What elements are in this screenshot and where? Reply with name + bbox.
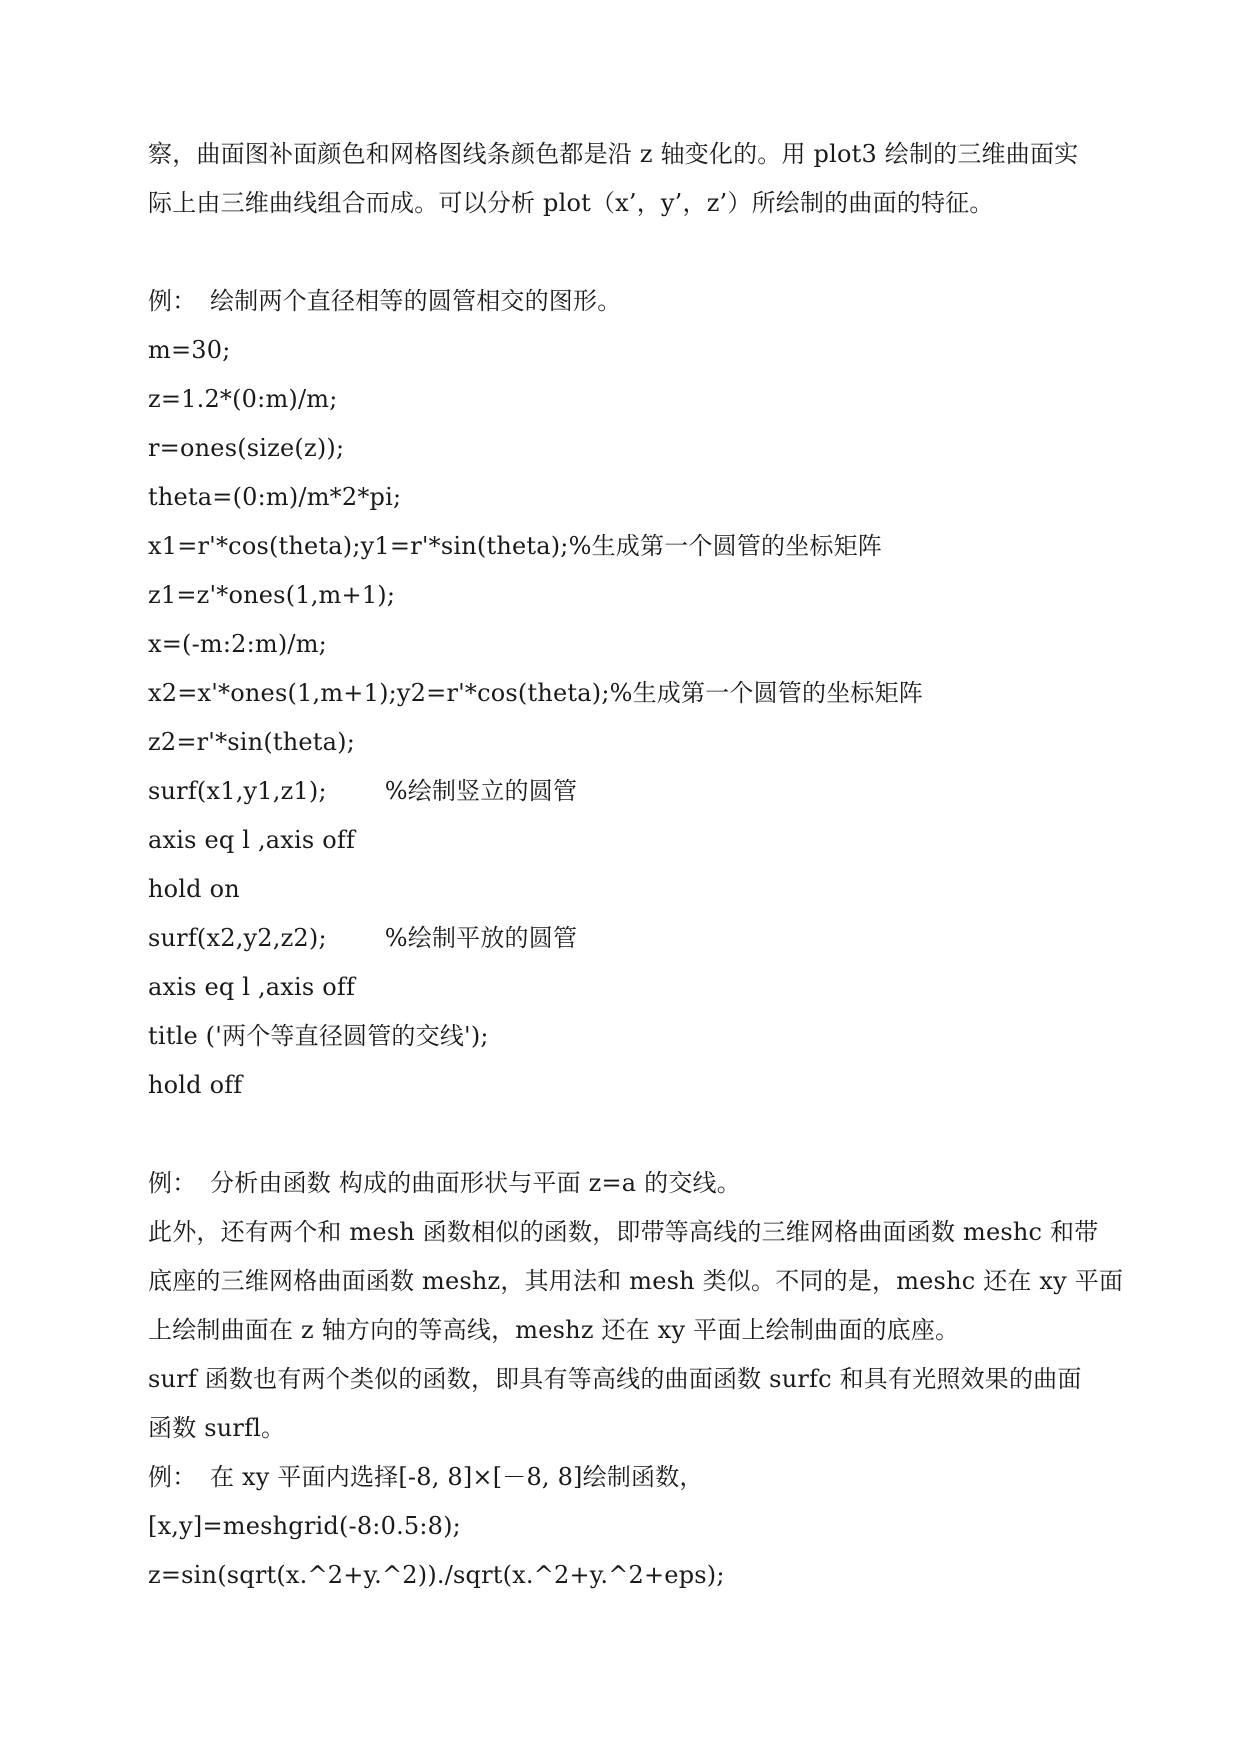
mesh-paragraph-line-2: 底座的三维网格曲面函数 meshz，其用法和 mesh 类似。不同的是，meshc 还在 xy 平面 [148,1267,1124,1295]
example-label: 例： [148,287,197,315]
code-line: r=ones(size(z)); [148,434,345,462]
code-line: z=1.2*(0:m)/m; [148,385,338,413]
mesh-paragraph-line-1: 此外，还有两个和 mesh 函数相似的函数，即带等高线的三维网格曲面函数 meshc 和带 [148,1218,1099,1246]
page-content [148,130,1124,1600]
code-text: surf(x2,y2,z2); [148,924,327,952]
code-line: axis eq l ,axis off [148,973,356,1001]
code-line-surf2 [148,914,1103,963]
example-label: 例： [148,1463,197,1491]
intro-paragraph-line-2: 际上由三维曲线组合而成。可以分析 plot（x’，y’，z’）所绘制的曲面的特征。 [148,189,994,217]
code-line: m=30; [148,336,231,364]
code-line: z=sin(sqrt(x.^2+y.^2))./sqrt(x.^2+y.^2+eps); [148,1561,725,1589]
code-text: surf(x1,y1,z1); [148,777,327,805]
code-line: hold off [148,1071,243,1099]
intro-paragraph-line-1: 察，曲面图补面颜色和网格图线条颜色都是沿 z 轴变化的。用 plot3 绘制的三维曲面实 [148,140,1079,168]
example-label: 例： [148,1169,197,1197]
code-line: x2=x'*ones(1,m+1);y2=r'*cos(theta);%生成第一个圆管的坐标矩阵 [148,679,924,707]
code-line: title ('两个等直径圆管的交线'); [148,1022,489,1050]
code-comment: %绘制竖立的圆管 [384,777,578,805]
surf-paragraph-line-1: surf 函数也有两个类似的函数，即具有等高线的曲面函数 surfc 和具有光照效果的曲面 [148,1365,1082,1393]
example-2-heading [148,1159,1103,1208]
code-line: axis eq l ,axis off [148,826,356,854]
code-comment: %绘制平放的圆管 [384,924,578,952]
code-line: z1=z'*ones(1,m+1); [148,581,396,609]
paragraph-gap [148,1110,1103,1159]
code-line: theta=(0:m)/m*2*pi; [148,483,402,511]
example-title: 分析由函数 构成的曲面形状与平面 z=a 的交线。 [210,1169,741,1197]
example-1-heading [148,277,1103,326]
code-line: [x,y]=meshgrid(-8:0.5:8); [148,1512,461,1540]
code-line-surf1 [148,767,1103,816]
code-line: x1=r'*cos(theta);y1=r'*sin(theta);%生成第一个圆管的坐标矩阵 [148,532,882,560]
paragraph-gap [148,228,1103,277]
example-3-heading [148,1453,1103,1502]
surf-paragraph-line-2: 函数 surfl。 [148,1414,286,1442]
code-line: hold on [148,875,240,903]
mesh-paragraph-line-3: 上绘制曲面在 z 轴方向的等高线，meshz 还在 xy 平面上绘制曲面的底座。 [148,1316,960,1344]
code-line: z2=r'*sin(theta); [148,728,356,756]
example-title: 在 xy 平面内选择[-8, 8]×[－8, 8]绘制函数， [210,1463,704,1491]
example-title: 绘制两个直径相等的圆管相交的图形。 [210,287,622,315]
code-line: x=(-m:2:m)/m; [148,630,327,658]
